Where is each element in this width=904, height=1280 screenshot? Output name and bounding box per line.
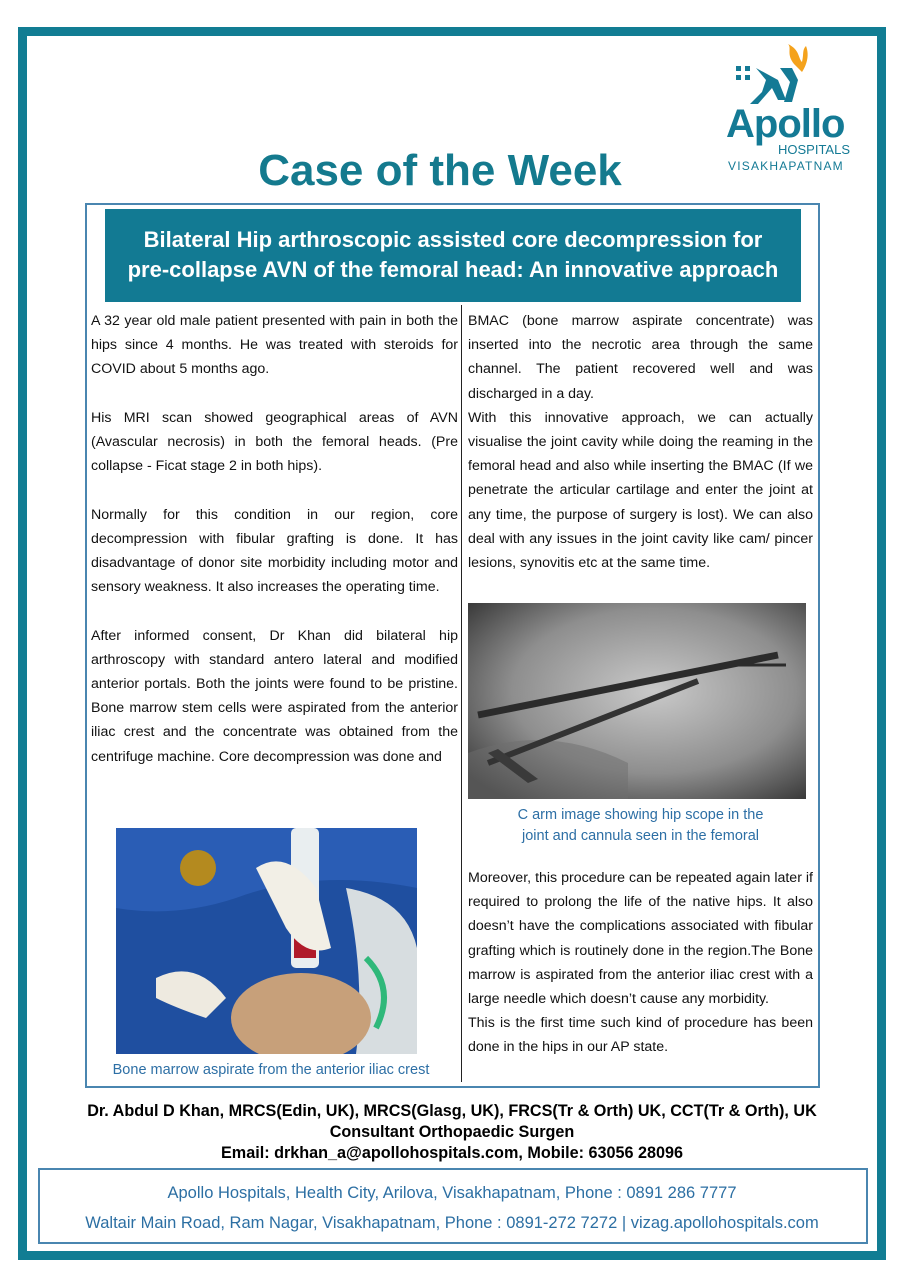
- xray-caption: [468, 805, 813, 847]
- xray-caption-line-2: joint and cannula seen in the femoral: [522, 828, 759, 844]
- right-column-top: [468, 309, 813, 575]
- paragraph-standard-treatment: Normally for this condition in our region, core decompression with fibular grafting is done. It has disadvantage of donor site morbidity including motor and sensory weakness. It also increases the operating time.: [91, 506, 458, 596]
- paragraph-presentation: A 32 year old male patient presented with pain in both the hips since 4 months. He was treated with steroids for COVID about 5 months ago.: [91, 313, 458, 378]
- author-block: [0, 1101, 904, 1164]
- photo-caption: Bone marrow aspirate from the anterior iliac crest: [112, 1062, 430, 1078]
- column-divider: [461, 305, 462, 1082]
- paragraph-bmac: BMAC (bone marrow aspirate concentrate) was inserted into the necrotic area through the same channel. The patient recovered well and was discharged in a day.: [468, 313, 813, 402]
- paragraph-procedure: After informed consent, Dr Khan did bilateral hip arthroscopy with standard antero lateral and modified anterior portals. Both the joints were found to be pristine. Bone marrow stem cells were aspirated from the anterior iliac crest and the concentrate was obtained from the centrifuge machine. Core decompression was done and: [91, 627, 458, 765]
- c-arm-xray-image: [468, 603, 806, 799]
- paragraph-mri: His MRI scan showed geographical areas of AVN (Avascular necrosis) in both the femoral heads. (Pre collapse - Ficat stage 2 in both hips).: [91, 409, 458, 475]
- page-title: Case of the Week: [258, 146, 622, 195]
- xray-caption-line-1: C arm image showing hip scope in the: [517, 807, 764, 823]
- paragraph-repeatable: Moreover, this procedure can be repeated again later if required to prolong the life of the native hips. It also doesn’t have the complications associated with fibular grafting which is routinely done in the region.The Bone marrow is aspirated from the anterior iliac crest with a large needle which doesn’t cause any morbidity.: [468, 870, 813, 1008]
- headline-line-2: pre-collapse AVN of the femoral head: An innovative approach: [127, 257, 779, 282]
- logo-subtitle: HOSPITALS: [778, 142, 851, 157]
- right-column-bottom: [468, 866, 813, 1060]
- author-name-credentials: Dr. Abdul D Khan, MRCS(Edin, UK), MRCS(Glasg, UK), FRCS(Tr & Orth) UK, CCT(Tr & Orth), UK: [87, 1102, 817, 1120]
- author-contact: Email: drkhan_a@apollohospitals.com, Mobile: 63056 28096: [221, 1144, 683, 1162]
- logo-emblem-icon: [722, 44, 862, 106]
- headline-line-1: Bilateral Hip arthroscopic assisted core decompression for: [143, 227, 763, 252]
- surgery-photo: [116, 828, 417, 1054]
- footer-address-ram-nagar: Waltair Main Road, Ram Nagar, Visakhapatnam, Phone : 0891-272 7272 | vizag.apollohospitals.com: [85, 1214, 819, 1232]
- paragraph-first-time: This is the first time such kind of procedure has been done in the hips in our AP state.: [468, 1015, 813, 1056]
- article-headline: [105, 209, 801, 302]
- author-title: Consultant Orthopaedic Surgen: [329, 1123, 575, 1141]
- footer-address-health-city: Apollo Hospitals, Health City, Arilova, Visakhapatnam, Phone : 0891 286 7777: [167, 1184, 737, 1202]
- left-column: [91, 309, 458, 769]
- paragraph-approach: With this innovative approach, we can actually visualise the joint cavity while doing the reaming in the femoral head and also while inserting the BMAC (If we penetrate the articular cartilage and enter the joint at any time, the purpose of surgery is lost). We can also deal with any issues in the joint cavity like cam/ pincer lesions, synovitis etc at the same time.: [468, 409, 813, 572]
- logo-city: VISAKHAPATNAM: [728, 159, 844, 173]
- logo-wordmark: Apollo: [726, 102, 845, 146]
